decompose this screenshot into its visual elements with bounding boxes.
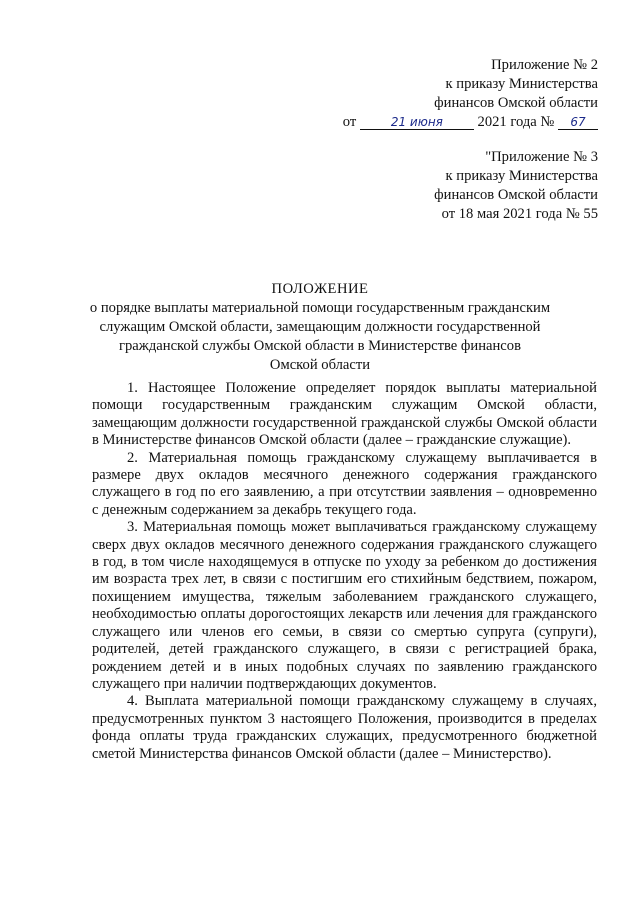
document-subtitle-line: гражданской службы Омской области в Министерстве финансов (119, 338, 521, 354)
appendix-order-line: к приказу Министерства (445, 76, 598, 92)
document-subtitle-line: служащим Омской области, замещающим должности государственной (99, 319, 541, 335)
date-prefix: от (342, 114, 357, 130)
prev-appendix-date-line: от 18 мая 2021 года № 55 (441, 206, 598, 222)
document-subtitle-line: о порядке выплаты материальной помощи государственным гражданским (89, 300, 551, 316)
appendix-header-current (343, 56, 598, 132)
paragraph-1: 1. Настоящее Положение определяет порядок выплаты материальной помощи государственным гражданским служащим Омской области, замещающим должности государственной гражданской службы Омской области в Министерстве финансов Омской области (далее – гражданские служащие). (92, 380, 597, 449)
appendix-ministry-line: финансов Омской области (434, 95, 598, 111)
paragraph-2: 2. Материальная помощь гражданскому служащему выплачивается в размере двух окладов месячного денежного содержания гражданского служащего в год по его заявлению, а при отсутствии заявления – одновременно с денежным содержанием за декабрь текущего года. (92, 449, 597, 518)
prev-appendix-order-line: к приказу Министерства (445, 168, 598, 184)
appendix-date-line (343, 113, 598, 132)
document-body (92, 380, 597, 763)
paragraph-4: 4. Выплата материальной помощи гражданскому служащему в случаях, предусмотренных пунктом 3 настоящего Положения, производится в пределах фонда оплаты труда гражданских служащих, предусмотренного бюджетной сметой Министерства финансов Омской области (далее – Министерство). (92, 693, 597, 762)
handwritten-number: 67 (558, 115, 598, 130)
paragraph-3: 3. Материальная помощь может выплачиваться гражданскому служащему сверх двух окладов месячного денежного содержания гражданского служащего в год, в том числе находящемуся в отпуске по уходу за ребенком до достижения им возраста трех лет, в связи с постигшим его стихийным бедствием, пожаром, похищением имущества, тяжелым заболеванием гражданского служащего, необходимостью оплаты дорогостоящих лекарств или лечения для гражданского служащего или членов его семьи, в связи со смертью супруга (супруги), родителей, детей гражданского служащего, в связи с регистрацией брака, рождением детей и в иных подобных случаях по заявлению гражданского служащего при наличии подтверждающих документов. (92, 519, 597, 692)
document-title: ПОЛОЖЕНИЕ (271, 281, 369, 297)
handwritten-date: 21 июня (360, 115, 474, 130)
year-text: 2021 года № (477, 114, 555, 130)
appendix-header-previous (434, 148, 598, 224)
document-title-block (60, 280, 580, 375)
document-subtitle-line: Омской области (269, 357, 371, 373)
prev-appendix-title: "Приложение № 3 (485, 149, 598, 165)
appendix-title: Приложение № 2 (491, 57, 598, 73)
prev-appendix-ministry-line: финансов Омской области (434, 187, 598, 203)
